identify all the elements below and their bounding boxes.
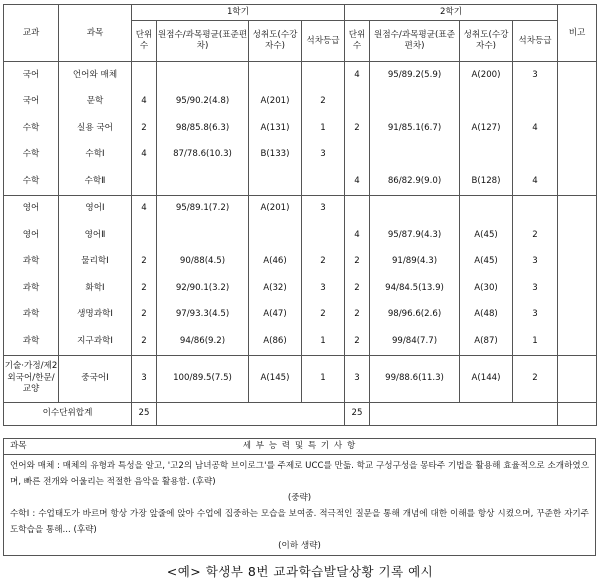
cell-s2-rank: 3 — [513, 275, 558, 302]
cell-s1-score: 98/85.8(6.3) — [157, 115, 249, 142]
cell-s2-credits: 2 — [345, 302, 370, 329]
cell-s2-rank: 3 — [513, 62, 558, 89]
cell-s1-achievement: A(201) — [249, 89, 302, 116]
table-row — [4, 222, 597, 249]
cell-s2-achievement: A(45) — [460, 222, 513, 249]
cell-s1-achievement — [249, 222, 302, 249]
cell-s2-rank: 4 — [513, 168, 558, 195]
notes-paragraph-language-media: 언어와 매체 : 매체의 유형과 특성을 알고, '고2의 남녀공학 브이로그'를 주제로 UCC를 만듦. 학교 구성구성을 몽타주 기법을 활용해 효율적으로 소개하였으며, 빠른 전개와 어울리는 적절한 음악을 활용함. (후략) — [10, 461, 589, 487]
total-s2-credits: 25 — [345, 402, 370, 425]
cell-course: 화학Ⅰ — [59, 275, 132, 302]
cell-s1-score — [157, 168, 249, 195]
cell-s2-score: 86/82.9(9.0) — [370, 168, 460, 195]
cell-course: 문학 — [59, 89, 132, 116]
cell-s1-score: 95/89.1(7.2) — [157, 195, 249, 222]
cell-s1-credits: 4 — [132, 89, 157, 116]
cell-course: 수학Ⅰ — [59, 142, 132, 169]
cell-group: 과학 — [4, 302, 59, 329]
cell-course: 언어와 매체 — [59, 62, 132, 89]
cell-s2-rank — [513, 89, 558, 116]
cell-s1-score: 97/93.3(4.5) — [157, 302, 249, 329]
notes-body — [4, 455, 595, 554]
header-remarks: 비고 — [558, 5, 597, 62]
cell-remarks — [558, 168, 597, 195]
cell-s2-credits: 4 — [345, 62, 370, 89]
cell-s1-score: 92/90.1(3.2) — [157, 275, 249, 302]
cell-course: 수학Ⅱ — [59, 168, 132, 195]
cell-s1-achievement: A(131) — [249, 115, 302, 142]
table-row — [4, 142, 597, 169]
cell-s2-credits: 2 — [345, 275, 370, 302]
cell-group: 영어 — [4, 195, 59, 222]
cell-s2-rank: 1 — [513, 328, 558, 355]
header-s2-achievement: 성취도(수강자수) — [460, 21, 513, 62]
table-row — [4, 115, 597, 142]
notes-title: 세 부 능 력 및 특 기 사 항 — [242, 441, 357, 451]
cell-s1-credits: 2 — [132, 115, 157, 142]
cell-s1-credits: 2 — [132, 328, 157, 355]
cell-s2-score: 99/88.6(11.3) — [370, 355, 460, 402]
cell-s1-rank: 3 — [302, 275, 345, 302]
cell-s2-achievement — [460, 142, 513, 169]
cell-s2-achievement: B(128) — [460, 168, 513, 195]
cell-s2-rank: 2 — [513, 355, 558, 402]
cell-s2-credits: 3 — [345, 355, 370, 402]
notes-omitted-end: (이하 생략) — [278, 541, 321, 551]
cell-s1-credits: 2 — [132, 302, 157, 329]
cell-s2-score: 95/87.9(4.3) — [370, 222, 460, 249]
cell-s2-score: 94/84.5(13.9) — [370, 275, 460, 302]
table-row — [4, 168, 597, 195]
cell-s2-rank: 3 — [513, 302, 558, 329]
total-label: 이수단위합계 — [4, 402, 132, 425]
cell-s1-score — [157, 62, 249, 89]
header-s1-achievement: 성취도(수강자수) — [249, 21, 302, 62]
cell-course: 지구과학Ⅰ — [59, 328, 132, 355]
cell-s1-rank — [302, 168, 345, 195]
cell-s2-achievement — [460, 195, 513, 222]
cell-s1-achievement: A(145) — [249, 355, 302, 402]
cell-s2-credits: 4 — [345, 222, 370, 249]
cell-s2-rank: 3 — [513, 249, 558, 276]
cell-s1-score: 100/89.5(7.5) — [157, 355, 249, 402]
cell-remarks — [558, 275, 597, 302]
cell-s2-achievement: A(87) — [460, 328, 513, 355]
header-subject-group: 교과 — [4, 5, 59, 62]
cell-s1-achievement: A(46) — [249, 249, 302, 276]
header-semester-1: 1학기 — [132, 5, 345, 21]
table-row — [4, 328, 597, 355]
table-row — [4, 275, 597, 302]
cell-s1-score: 87/78.6(10.3) — [157, 142, 249, 169]
cell-s2-achievement — [460, 89, 513, 116]
cell-s1-credits: 2 — [132, 249, 157, 276]
header-s2-rank: 석차등급 — [513, 21, 558, 62]
figure-caption: <예> 학생부 8번 교과학습발달상황 기록 예시 — [166, 564, 434, 579]
cell-s2-score — [370, 89, 460, 116]
cell-s2-rank — [513, 195, 558, 222]
cell-course: 중국어Ⅰ — [59, 355, 132, 402]
header-s2-score: 원점수/과목평균(표준편차) — [370, 21, 460, 62]
cell-s1-rank: 2 — [302, 249, 345, 276]
cell-remarks — [558, 115, 597, 142]
table-row — [4, 355, 597, 402]
cell-s2-achievement: A(144) — [460, 355, 513, 402]
cell-group: 국어 — [4, 89, 59, 116]
total-row — [4, 402, 597, 425]
cell-s2-achievement: A(30) — [460, 275, 513, 302]
cell-s1-achievement: B(133) — [249, 142, 302, 169]
cell-s1-score: 95/90.2(4.8) — [157, 89, 249, 116]
cell-s1-credits — [132, 168, 157, 195]
cell-s2-rank: 4 — [513, 115, 558, 142]
cell-s2-achievement: A(45) — [460, 249, 513, 276]
cell-group: 과학 — [4, 249, 59, 276]
cell-s2-credits — [345, 142, 370, 169]
special-notes-box — [3, 438, 596, 556]
cell-s2-credits: 4 — [345, 168, 370, 195]
cell-s2-score: 99/84(7.7) — [370, 328, 460, 355]
cell-remarks — [558, 355, 597, 402]
cell-course: 영어Ⅱ — [59, 222, 132, 249]
table-row — [4, 195, 597, 222]
cell-s1-rank: 1 — [302, 115, 345, 142]
cell-group: 수학 — [4, 142, 59, 169]
cell-s1-credits — [132, 62, 157, 89]
table-row — [4, 302, 597, 329]
cell-s1-credits — [132, 222, 157, 249]
cell-s2-score: 91/85.1(6.7) — [370, 115, 460, 142]
cell-s1-rank — [302, 222, 345, 249]
cell-s2-credits: 2 — [345, 249, 370, 276]
cell-s2-score: 95/89.2(5.9) — [370, 62, 460, 89]
table-row — [4, 89, 597, 116]
cell-group: 영어 — [4, 222, 59, 249]
cell-s2-score — [370, 142, 460, 169]
cell-remarks — [558, 328, 597, 355]
cell-remarks — [558, 249, 597, 276]
cell-s2-score — [370, 195, 460, 222]
cell-remarks — [558, 62, 597, 89]
cell-s2-achievement: A(200) — [460, 62, 513, 89]
cell-s1-achievement: A(32) — [249, 275, 302, 302]
cell-group: 과학 — [4, 275, 59, 302]
cell-group: 기술·가정/제2외국어/한문/교양 — [4, 355, 59, 402]
cell-course: 물리학Ⅰ — [59, 249, 132, 276]
cell-group: 수학 — [4, 115, 59, 142]
notes-paragraph-math: 수학Ⅰ : 수업태도가 바르며 항상 가장 앞줄에 앉아 수업에 집중하는 모습을 보여줌. 적극적인 질문을 통해 개념에 대한 이해를 항상 시켰으며, 꾸준한 자기주도학습을 통해... (후략) — [10, 509, 589, 535]
cell-s1-rank: 2 — [302, 302, 345, 329]
cell-s1-credits: 4 — [132, 142, 157, 169]
cell-s1-achievement — [249, 168, 302, 195]
cell-s1-credits: 4 — [132, 195, 157, 222]
cell-group: 수학 — [4, 168, 59, 195]
grades-table — [3, 4, 597, 426]
cell-s2-rank — [513, 142, 558, 169]
header-semester-2: 2학기 — [345, 5, 558, 21]
cell-remarks — [558, 195, 597, 222]
cell-s2-credits — [345, 89, 370, 116]
header-course: 과목 — [59, 5, 132, 62]
cell-s1-credits: 3 — [132, 355, 157, 402]
cell-s1-rank: 3 — [302, 195, 345, 222]
notes-omitted-middle: (중략) — [287, 493, 312, 503]
table-row — [4, 249, 597, 276]
cell-s2-score: 98/96.6(2.6) — [370, 302, 460, 329]
cell-course: 생명과학Ⅰ — [59, 302, 132, 329]
total-s1-blank — [157, 402, 345, 425]
header-s1-score: 원점수/과목평균(표준편차) — [157, 21, 249, 62]
cell-course: 실용 국어 — [59, 115, 132, 142]
cell-s1-rank: 3 — [302, 142, 345, 169]
total-remarks — [558, 402, 597, 425]
cell-remarks — [558, 142, 597, 169]
cell-s2-credits: 2 — [345, 328, 370, 355]
total-s1-credits: 25 — [132, 402, 157, 425]
cell-s1-rank: 1 — [302, 355, 345, 402]
cell-remarks — [558, 222, 597, 249]
header-s1-rank: 석차등급 — [302, 21, 345, 62]
cell-s1-rank — [302, 62, 345, 89]
notes-header — [4, 439, 595, 455]
cell-s2-rank: 2 — [513, 222, 558, 249]
cell-s1-score: 90/88(4.5) — [157, 249, 249, 276]
cell-s2-credits: 2 — [345, 115, 370, 142]
table-row — [4, 62, 597, 89]
cell-group: 과학 — [4, 328, 59, 355]
cell-s1-score: 94/86(9.2) — [157, 328, 249, 355]
header-s2-credits: 단위수 — [345, 21, 370, 62]
header-s1-credits: 단위수 — [132, 21, 157, 62]
cell-s2-achievement: A(48) — [460, 302, 513, 329]
notes-column-label: 과목 — [10, 441, 27, 451]
cell-group: 국어 — [4, 62, 59, 89]
cell-s1-credits: 2 — [132, 275, 157, 302]
total-s2-blank — [370, 402, 558, 425]
cell-s1-achievement: A(86) — [249, 328, 302, 355]
cell-s2-score: 91/89(4.3) — [370, 249, 460, 276]
grades-document — [3, 4, 596, 426]
cell-course: 영어Ⅰ — [59, 195, 132, 222]
cell-s1-achievement — [249, 62, 302, 89]
cell-s2-credits — [345, 195, 370, 222]
cell-s1-achievement: A(47) — [249, 302, 302, 329]
cell-s1-score — [157, 222, 249, 249]
cell-s1-rank: 2 — [302, 89, 345, 116]
cell-remarks — [558, 89, 597, 116]
cell-remarks — [558, 302, 597, 329]
cell-s2-achievement: A(127) — [460, 115, 513, 142]
cell-s1-achievement: A(201) — [249, 195, 302, 222]
cell-s1-rank: 1 — [302, 328, 345, 355]
